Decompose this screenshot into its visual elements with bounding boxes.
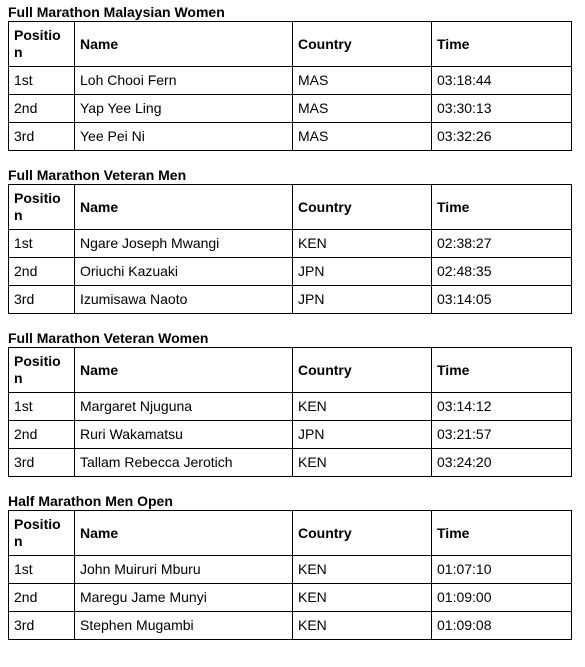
cell-name: John Muiruri Mburu [75, 556, 293, 584]
cell-position: 1st [9, 67, 75, 95]
table-row [9, 449, 572, 477]
results-table [8, 347, 572, 477]
column-header-time: Time [432, 348, 572, 393]
column-header-name: Name [75, 511, 293, 556]
table-row [9, 123, 572, 151]
cell-position: 2nd [9, 258, 75, 286]
column-header-country: Country [293, 511, 432, 556]
cell-name: Ngare Joseph Mwangi [75, 230, 293, 258]
table-row [9, 258, 572, 286]
cell-country: KEN [293, 556, 432, 584]
cell-country: KEN [293, 393, 432, 421]
cell-position: 1st [9, 556, 75, 584]
table-row [9, 612, 572, 640]
cell-time: 01:09:00 [432, 584, 572, 612]
cell-time: 02:38:27 [432, 230, 572, 258]
table-header-row [9, 185, 572, 230]
cell-name: Stephen Mugambi [75, 612, 293, 640]
cell-name: Tallam Rebecca Jerotich [75, 449, 293, 477]
column-header-country: Country [293, 22, 432, 67]
column-header-name: Name [75, 348, 293, 393]
results-document [8, 4, 571, 640]
section-spacer [8, 477, 571, 493]
section-full-marathon-malaysian-women [8, 4, 571, 151]
column-header-name: Name [75, 185, 293, 230]
results-table [8, 184, 572, 314]
table-row [9, 230, 572, 258]
cell-country: KEN [293, 449, 432, 477]
cell-time: 03:30:13 [432, 95, 572, 123]
column-header-name: Name [75, 22, 293, 67]
cell-time: 03:18:44 [432, 67, 572, 95]
section-spacer [8, 314, 571, 330]
cell-name: Oriuchi Kazuaki [75, 258, 293, 286]
results-table [8, 510, 572, 640]
cell-time: 01:07:10 [432, 556, 572, 584]
section-full-marathon-veteran-men [8, 167, 571, 314]
section-full-marathon-veteran-women [8, 330, 571, 477]
cell-country: MAS [293, 67, 432, 95]
cell-name: Margaret Njuguna [75, 393, 293, 421]
cell-time: 02:48:35 [432, 258, 572, 286]
cell-time: 03:21:57 [432, 421, 572, 449]
column-header-time: Time [432, 22, 572, 67]
table-row [9, 556, 572, 584]
cell-country: JPN [293, 286, 432, 314]
table-row [9, 421, 572, 449]
cell-position: 1st [9, 230, 75, 258]
cell-time: 03:14:12 [432, 393, 572, 421]
table-header-row [9, 348, 572, 393]
table-row [9, 95, 572, 123]
cell-position: 1st [9, 393, 75, 421]
cell-position: 2nd [9, 95, 75, 123]
section-title: Full Marathon Veteran Women [8, 330, 209, 346]
column-header-time: Time [432, 511, 572, 556]
table-header-row [9, 511, 572, 556]
cell-position: 2nd [9, 584, 75, 612]
cell-name: Yap Yee Ling [75, 95, 293, 123]
cell-name: Maregu Jame Munyi [75, 584, 293, 612]
table-row [9, 67, 572, 95]
cell-country: KEN [293, 584, 432, 612]
column-header-position: Position [9, 511, 75, 556]
cell-name: Loh Chooi Fern [75, 67, 293, 95]
cell-position: 3rd [9, 612, 75, 640]
section-title: Half Marathon Men Open [8, 493, 173, 509]
cell-name: Izumisawa Naoto [75, 286, 293, 314]
section-spacer [8, 151, 571, 167]
results-table [8, 21, 572, 151]
column-header-position: Position [9, 22, 75, 67]
cell-country: JPN [293, 421, 432, 449]
column-header-position: Position [9, 348, 75, 393]
column-header-country: Country [293, 348, 432, 393]
cell-position: 3rd [9, 123, 75, 151]
column-header-country: Country [293, 185, 432, 230]
table-row [9, 286, 572, 314]
cell-time: 03:14:05 [432, 286, 572, 314]
cell-name: Ruri Wakamatsu [75, 421, 293, 449]
cell-time: 01:09:08 [432, 612, 572, 640]
section-half-marathon-men-open [8, 493, 571, 640]
cell-country: JPN [293, 258, 432, 286]
column-header-position: Position [9, 185, 75, 230]
section-title: Full Marathon Malaysian Women [8, 4, 225, 20]
cell-position: 3rd [9, 449, 75, 477]
table-row [9, 393, 572, 421]
table-header-row [9, 22, 572, 67]
cell-time: 03:32:26 [432, 123, 572, 151]
cell-country: KEN [293, 612, 432, 640]
section-title: Full Marathon Veteran Men [8, 167, 187, 183]
cell-name: Yee Pei Ni [75, 123, 293, 151]
cell-country: MAS [293, 123, 432, 151]
cell-position: 2nd [9, 421, 75, 449]
table-row [9, 584, 572, 612]
cell-time: 03:24:20 [432, 449, 572, 477]
column-header-time: Time [432, 185, 572, 230]
cell-position: 3rd [9, 286, 75, 314]
cell-country: KEN [293, 230, 432, 258]
cell-country: MAS [293, 95, 432, 123]
